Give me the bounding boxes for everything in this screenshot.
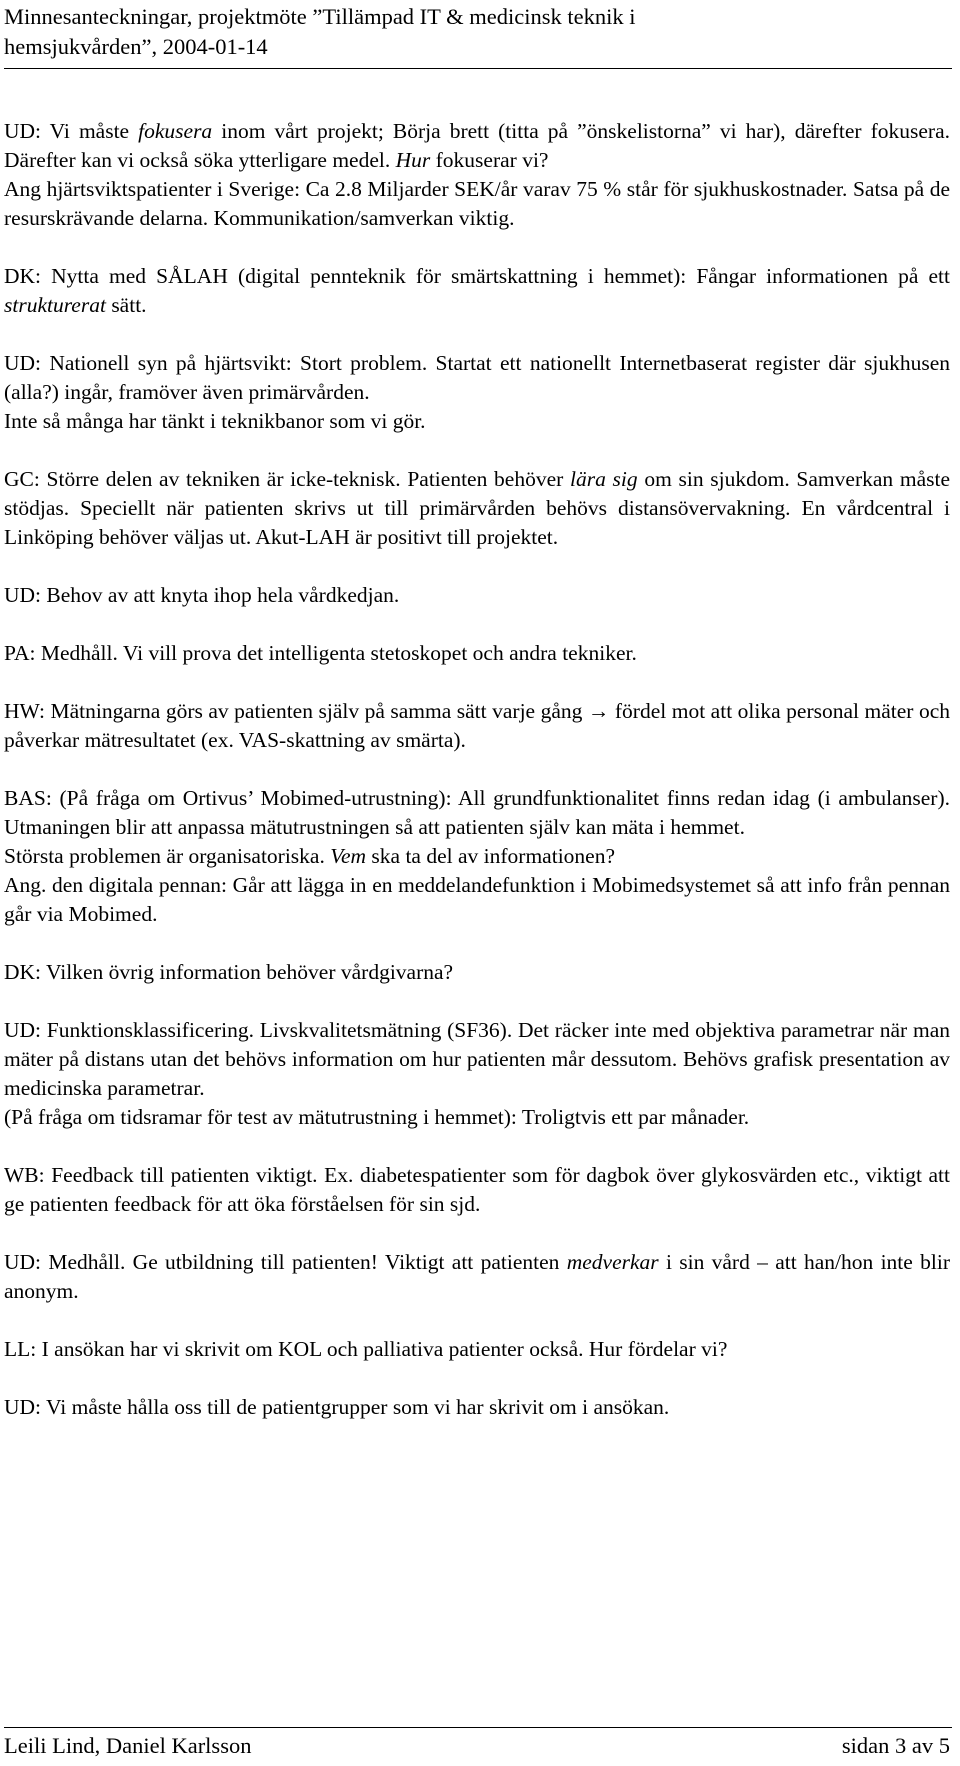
paragraph-text: fokuserar vi?: [430, 148, 549, 172]
paragraph-text: DK: Vilken övrig information behöver vårdgivarna?: [4, 960, 454, 984]
paragraph-text: UD: Vi måste hålla oss till de patientgrupper som vi har skrivit om i ansökan.: [4, 1395, 670, 1419]
paragraph-text: i sin vård – att han/hon inte blir anonym.: [4, 1250, 950, 1303]
paragraph-text: ska ta del av informationen?: [366, 844, 615, 868]
emphasized-text: Hur: [395, 148, 431, 172]
paragraph-text: UD: Behov av att knyta ihop hela vårdkedjan.: [4, 583, 400, 607]
paragraph-text: GC: Större delen av tekniken är icke-teknisk. Patienten behöver: [4, 467, 570, 491]
emphasized-text: strukturerat: [4, 293, 106, 317]
footer-page-number: sidan 3 av 5: [841, 1733, 950, 1758]
paragraph-text: BAS: (På fråga om Ortivus’ Mobimed-utrustning): All grundfunktionalitet finns redan idag (i ambulanser). Utmaningen blir att anpassa mätutrustningen så att patienten själv kan mäta i hemmet.: [4, 786, 950, 839]
header-title-line-1: Minnesanteckningar, projektmöte ”Tillämpad IT & medicinsk teknik i: [4, 4, 636, 29]
paragraph-text: Största problemen är organisatoriska.: [4, 844, 331, 868]
emphasized-text: medverkar: [566, 1250, 659, 1274]
paragraph-p6: [4, 639, 950, 668]
paragraph-p4: [4, 465, 950, 552]
paragraph-p8: [4, 784, 950, 929]
paragraph-text: WB: Feedback till patienten viktigt. Ex. diabetespatienter som för dagbok över glykosvärden etc., viktigt att ge patienten feedback för att öka förståelsen för sin sjd.: [4, 1163, 950, 1216]
paragraph-p10: [4, 1016, 950, 1132]
paragraph-text: Ang hjärtsviktspatienter i Sverige: Ca 2.8 Miljarder SEK/år varav 75 % står för sjukhuskostnader. Satsa på de resurskrävande delarna. Kommunikation/samverkan viktig.: [4, 177, 950, 230]
paragraph-p12: [4, 1248, 950, 1306]
paragraph-text: UD: Nationell syn på hjärtsvikt: Stort problem. Startat ett nationellt Internetbaserat register där sjukhusen (alla?) ingår, framöver även primärvården.: [4, 351, 950, 404]
paragraph-text: Ang. den digitala pennan: Går att lägga in en meddelandefunktion i Mobimedsystemet så att info från pennan går via Mobimed.: [4, 873, 950, 926]
paragraph-text: DK: Nytta med SÅLAH (digital pennteknik för smärtskattning i hemmet): Fångar informationen på ett: [4, 264, 950, 288]
footer-authors: Leili Lind, Daniel Karlsson: [4, 1733, 252, 1758]
footer-divider: [4, 1727, 952, 1728]
paragraph-p2: [4, 262, 950, 320]
paragraph-p14: [4, 1393, 950, 1422]
paragraph-p7: [4, 697, 950, 755]
paragraph-text: PA: Medhåll. Vi vill prova det intelligenta stetoskopet och andra tekniker.: [4, 641, 637, 665]
paragraph-text: HW: Mätningarna görs av patienten själv på samma sätt varje gång → fördel mot att olika personal mäter och påverkar mätresultatet (ex. VAS-skattning av smärta).: [4, 699, 950, 752]
paragraph-text: LL: I ansökan har vi skrivit om KOL och palliativa patienter också. Hur fördelar vi?: [4, 1337, 728, 1361]
document-header: [4, 2, 954, 62]
emphasized-text: fokusera: [138, 119, 213, 143]
paragraph-p1: [4, 117, 950, 233]
paragraph-p13: [4, 1335, 950, 1364]
paragraph-p11: [4, 1161, 950, 1219]
emphasized-text: Vem: [330, 844, 367, 868]
header-divider: [4, 68, 952, 69]
emphasized-text: lära sig: [569, 467, 638, 491]
paragraph-p3: [4, 349, 950, 436]
paragraph-text: (På fråga om tidsramar för test av mätutrustning i hemmet): Troligtvis ett par månader.: [4, 1105, 750, 1129]
paragraph-p9: [4, 958, 950, 987]
paragraph-text: UD: Funktionsklassificering. Livskvalitetsmätning (SF36). Det räcker inte med objektiva parametrar när man mäter på distans utan det behövs information om hur patienten mår dessutom. Behövs grafisk presentation av medicinska parametrar.: [4, 1018, 950, 1100]
paragraph-text: inom vårt projekt; Börja brett (titta på ”önskelistorna” vi har), därefter fokusera. Därefter kan vi också söka ytterligare medel.: [4, 119, 950, 172]
paragraph-text: om sin sjukdom. Samverkan måste stödjas. Speciellt när patienten skrivs ut till primärvården behövs distansövervakning. En vårdcentral i Linköping behöver väljas ut. Akut-LAH är positivt till projektet.: [4, 467, 951, 549]
paragraph-text: sätt.: [105, 293, 147, 317]
header-title-line-2: hemsjukvården”, 2004-01-14: [4, 34, 268, 59]
paragraph-text: Inte så många har tänkt i teknikbanor som vi gör.: [4, 409, 426, 433]
document-body: [4, 117, 950, 1451]
paragraph-p5: [4, 581, 950, 610]
paragraph-text: UD: Vi måste: [4, 119, 139, 143]
paragraph-text: UD: Medhåll. Ge utbildning till patienten! Viktigt att patienten: [4, 1250, 567, 1274]
